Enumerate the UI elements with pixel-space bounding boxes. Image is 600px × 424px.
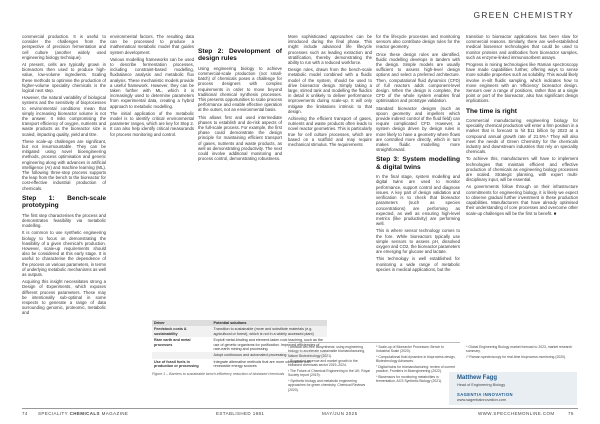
paragraph: To achieve this, manufacturers will have to implement technologies that maintain efficient and effective production of chemicals as engineering biology processes are scaled. Strategic planning, with expert multi-disciplinary input, will be essential. <box>466 156 578 183</box>
paragraph: Commercial manufacturing engineering biology for speciality chemical production will enter a firm position in a market that is forecast to hit $11 billion by 2023 at a compound annual growth rate of 21.5%.³ They will also meet the needs of Green Chemistry for the chemicals industry and downstream industries that rely on speciality chemicals. <box>466 118 578 155</box>
column-5 <box>376 34 460 274</box>
paragraph: for the lifecycle processes and monitoring sensors also contribute design rules for the reactor geometry. <box>376 34 460 50</box>
subheading: Step 3: System modelling & digital twins <box>376 156 460 171</box>
paragraph: More sophisticated approaches can be introduced during the final phase. This might include advanced life lifecycle processes such as leading extraction and stratification, thereby demonstrating the ability to run with a reduced workforce. <box>288 34 372 66</box>
reference: ⁵ Scale-up of Bioreactor Processes: Bench to Industrial Scale (2020). <box>376 345 444 354</box>
reference: ¹⁰ Raman spectroscopy for real-time bioprocess monitoring (2020). <box>466 354 567 359</box>
subheading: Step 2: Development of design rules <box>198 48 282 63</box>
reference: ⁹ Global Engineering Biology market forecast to 2023, market research summary. <box>466 345 573 354</box>
paragraph: At present, cells are typically grown in bioreactors then used to produce high-value, low-volume ingredients. Scaling these methods to optimise the production of higher-volume speciality chemicals is the logical next step. <box>22 62 106 94</box>
magazine-name-part: SPECIALITY <box>38 411 68 416</box>
table-cell: Feedstock costs & sustainability <box>152 326 212 337</box>
paragraph: Standard bioreactor designs (such as spoon geometry and impellers which provide indirect control of the fluid field) can require complicated CFD. However, a system design driven by design rules is more likely to have a geometry where flows are controlled more directly, which in turn makes fluidic modelling more straightforward. <box>376 105 460 153</box>
website-link[interactable]: WWW.SPECCHEMONLINE.COM <box>478 411 555 416</box>
magazine-name-part: CHEMICALS <box>69 411 100 416</box>
author-company: SAGENTIA INNOVATION <box>457 392 513 397</box>
column-1 <box>22 34 106 318</box>
paragraph: This technology is well established for monitoring a wide range of metabolic species in medical applications, but the <box>376 256 460 272</box>
paragraph: commercial production. It is useful to consider the challenges from the perspective of precision fermentation and cell culture (another widely used engineering biology technique). <box>22 34 106 60</box>
paragraph: In the final stage, system modelling and digital twins are used to monitor performance, support control and diagnose issues. A key part of design validation and verification is to check that bioreactor parameters (such as species concentrations) are performing as expected, as well as ensuring high-level metrics (like productivity) are performing well. <box>376 174 460 227</box>
paragraph: transition to bioreactor applications has been slow for commercial reasons. Similarly, there are well-established medical biosensor technologies that could be used to monitor proteins and antibodies from bioreactor samples, such as enzyme-linked immunosorbent assays. <box>466 34 578 60</box>
paragraph: environmental factors. The resulting data can be processed to produce a mathematical metabolic model that guides system development. <box>110 34 194 55</box>
author-name: Matthew Fagg <box>457 375 497 381</box>
magazine-name <box>38 411 128 416</box>
page-number-left: 74 <box>22 411 28 416</box>
paragraph: Once these design rules are identified, fluidic modelling develops in tandem with the design. Simple models are usually sufficient to assess high-level design options and select a preferred architecture. Then, computational fluid dynamics (CFD) of full reactors adds component-level design. When the design is complete, the CFD of the whole system enables final optimisation and prototype validation. <box>376 51 460 104</box>
paragraph: Progress in mining technologies like Raman spectroscopy have made capabilities further, offering ways to sense more soluble properties such as solubility. This would likely involve in-silt fluidic sampling, which indicates how to move engineers with an 'efficiency' bioreactor design. Sensors over a range of positions, rather than at a single point or port of the bioreactor, also has significant design implications. <box>466 62 578 104</box>
paragraph: Using engineering biology to achieve commercial-scale production (not small-batch) of chemicals poses a challenge for process designers with complex requirements in order to move beyond traditional chemical synthesis processes. This presents opportunities to scale process performance and enable effective operation at the outset, not an environmental basis. <box>198 65 282 113</box>
reference: ³ The Future of Chemical Engineering in the UK: Royal Society report (2019). <box>288 369 370 378</box>
paragraph: As governments follow through on their infrastructure commitments for engineering biology, it is likely we expect to observe gradual further investment in these production capabilities. Manufacturers that have already optimised their understanding of core processes and overcome other scale-up challenges will be the first to benefit. ■ <box>466 184 578 216</box>
table-header: Potential solutions <box>212 320 328 326</box>
reference: ⁶ Computational fluid dynamics in bioprocess design, Biotechnology Advances. <box>376 354 456 364</box>
table-cell: Exploit metal-binding and element-laden rock leaching, such as the use of genetic organisms for purification. Improved efficiencies of rare-earth mining and processing <box>212 337 328 352</box>
table-cell: Transition to sustainable (more and substitute materials (e.g. agricultural or forest), which is not in a widely accessed plant) <box>212 326 328 337</box>
subheading: The time is right <box>466 107 517 115</box>
column-2 <box>110 34 194 139</box>
paragraph: Achieving the efficient transport of gases, nutrients and waste products often leads to novel reactor geometries. This is particularly true for cell culture processes, which are based on a scaffold and may require mechanical stimulus. The requirements <box>288 116 372 148</box>
table-cell: Use of fossil fuels in production or processing <box>152 359 212 370</box>
footer-divider <box>22 408 578 409</box>
paragraph: Design rules, drawn from the bench-scale metabolic model combined with a fluidic model of the system, should be used to drive bioreactor design. Simply taking a large, stirred tank and modelling the fluidics in detail is unlikely to deliver performance improvements during scale-up. It will only mitigate the limitations intrinsic to that design. <box>288 67 372 114</box>
paragraph: Acquiring this insight necessitates strong a Design of Experiments, which exposes different process parameters. These may be intentionally sub-optimal in some respects to generate a range of data surrounding genomic, proteomic, metabolic and <box>22 279 106 316</box>
reference: ⁷ Digital twins for biomanufacturing: review of current practice, Frontiers in Bioengineering (2022). <box>376 364 456 374</box>
author-website-link[interactable]: www.sagentiainnovation.com <box>457 398 506 402</box>
paragraph: This is where sensor technology comes to the fore. While bioreactors typically use simple sensors to assess pH, dissolved oxygen and CO2, the bioreactor parameters are emerging for glucose and lactate. <box>376 228 460 255</box>
paragraph: These scale-up challenges are significant, but not insurmountable. They can be mitigated using novel bioengineering methods, process optimisation and generic engineering along with advances in artificial intelligence (AI) and machine learning (ML). The following three-step process supports the leap from the bench to the bioreactor for cost-effective industrial production of chemicals. <box>22 138 106 191</box>
references-a <box>288 345 370 393</box>
table-cell: Integrate alternative methods that are more compatible with renewable energy sources <box>212 359 328 370</box>
paragraph: The initial application of the metabolic model is to identify critical environmental parameter ranges, which are key for Step 2. It can also help identify critical measurands for process monitoring and control. <box>110 110 194 137</box>
paragraph: Various modelling frameworks can be used to describe fermentation processes, including constraint-based modelling, fluxbalance analysis and metabolic flux analysis. These mechanistic models provide a useful framework. However, they can be taken further with ML, which it is increasingly used to determine parameters from experimental data, creating a hybrid approach to metabolic modelling. <box>110 56 194 109</box>
subheading: Step 1: Bench-scale prototyping <box>22 194 106 210</box>
page-number-right: 75 <box>568 411 574 416</box>
table-caption: Figure 1 – Barriers to sustainable bench-efficiency reduction of biobased chemicals <box>152 371 285 376</box>
reference: ¹ Artificial cell-free biosynthesis: using engineering biology to accelerate sustainable biomanufacturing, Nature Biotechnology (2021). <box>288 345 366 358</box>
references-divider <box>288 342 460 343</box>
issue-date: MAY/JUN 2025 <box>322 411 358 416</box>
author-role: Head of Engineering Biology <box>457 383 506 387</box>
reference: ² Bioproduct revenue and market growth in the biobased chemicals sector 2019–2024. <box>288 359 358 368</box>
paragraph: This allows first and used intermediate phases to establish and de-risk aspects of the full-scale process. For example, the first phase could demonstrate the design principle for maintaining efficient transport of gases, nutrients and waste products, as well as demonstrating productivity. The next could involve additional monitoring and process control, demonstrating robustness. <box>198 114 282 162</box>
reference: ⁸ Biosensors for monitoring metabolites in fermentation, ACS Synthetic Biology (2021). <box>376 374 443 383</box>
author-box <box>449 372 577 405</box>
column-3 <box>198 34 282 163</box>
table-header: Driver <box>152 320 212 326</box>
reference: ⁴ Synthetic biology and metabolic engineering approaches for green chemistry, Chemical Reviews (2020). <box>288 378 366 392</box>
paragraph: It is common to use synthetic engineering biology to focus on demonstrating the feasibility of a given chemical's production. However, scale-up requirements should also be considered at this early stage. It is useful to characterise the dependence of the process on various parameters, in terms of underlying metabolic mechanisms as well as outputs. <box>22 230 106 277</box>
table-cell: Rare earth and metal processes <box>152 337 212 352</box>
paragraph: However, the natural variability of biological systems and the sensitivity of bioprocesses to environmental conditions mean that simply increasing bioreactor volume is not the answer. It risks compromising the transport efficiency of oxygen, nutrients and waste products as the bioreactor size is scaled, impacting quality, yield and titre. <box>22 95 106 137</box>
established-year: ESTABLISHED 1981 <box>216 411 265 416</box>
column-4 <box>288 34 372 149</box>
column-6 <box>466 34 578 218</box>
references-c <box>466 345 578 360</box>
references-b <box>376 345 458 385</box>
table-cell: Adopt continuous and automated processing <box>212 352 328 358</box>
magazine-name-part: MAGAZINE <box>101 411 129 416</box>
paragraph: The first step characterises the process and demonstrates feasibility via metabolic modelling. <box>22 212 106 229</box>
section-tag: GREEN CHEMISTRY <box>473 10 574 20</box>
table-row <box>152 326 327 337</box>
